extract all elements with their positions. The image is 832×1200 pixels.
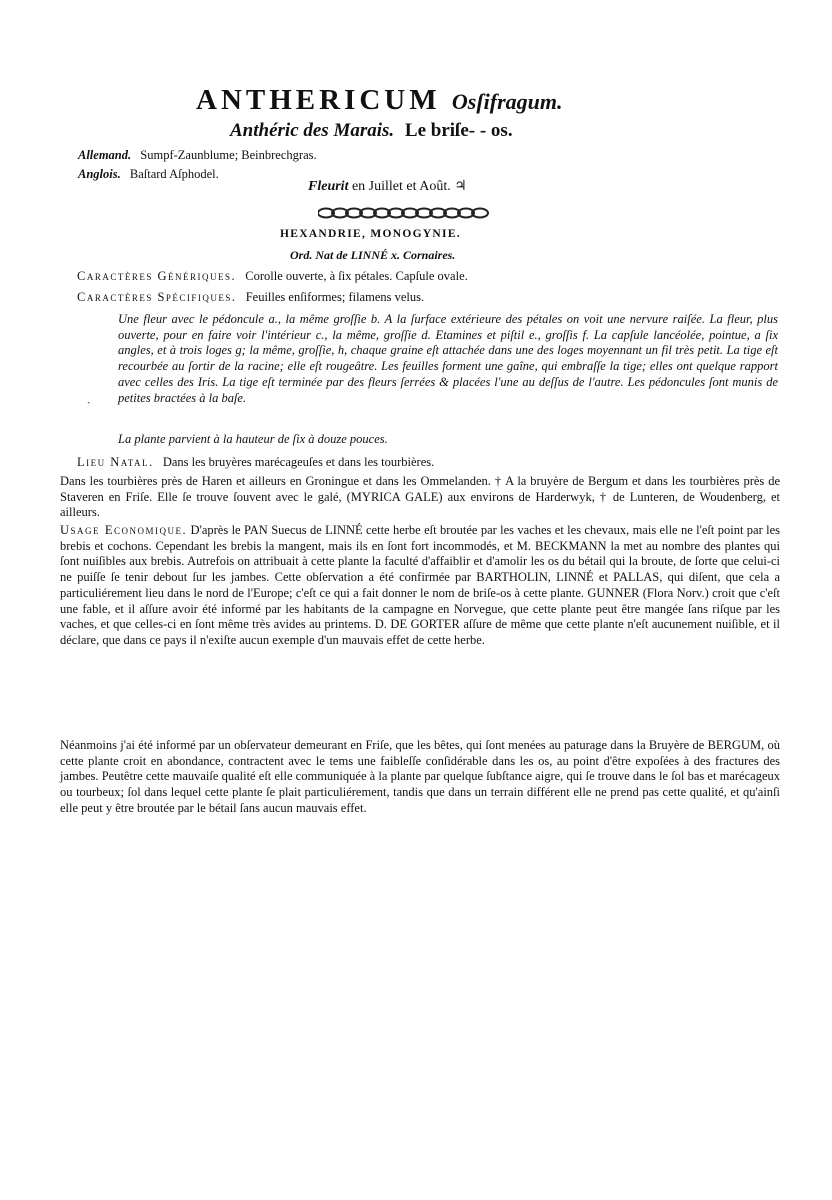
french-common-name: Le briſe- - os. xyxy=(404,120,513,141)
language-name: Sumpf-Zaunblume; Beinbrechgras. xyxy=(140,148,317,162)
specific-characters-label: Caractères Spécifiques. xyxy=(77,290,237,304)
plant-height: La plante parvient à la hauteur de ſix à douze pouces. xyxy=(118,432,388,446)
linnean-class: HEXANDRIE, MONOGYNIE. xyxy=(280,228,461,240)
neanmoins-paragraph: Néanmoins j'ai été informé par un obſervateur demeurant en Friſe, que les bêtes, qui ſont menées au paturage dans la Bruyère de BERGUM, où cette plante croit en abondance, contractent avec le tems une faibleſſe conſidérable dans les os, au point d'être expoſées à des fractures des jambes. Peutêtre cette mauvaiſe qualité eſt elle communiquée à la plante par quelque ſubſtance aigre, qui ſe trouve dans le ſol bas et marécageux ou tourbeux; ſol dans lequel cette plante ſe plait particuliérement, tandis que dans un terrain différent elle ne prend pas cette qualité, et qu'ainſi elle peut y être broutée par le bétail ſans aucun mauvais effet. xyxy=(60,738,780,815)
economic-use-label: Usage Economique. xyxy=(60,523,188,537)
genus-title xyxy=(196,84,563,117)
native-place-body: Dans les tourbières près de Haren et ailleurs en Groningue et dans les Ommelanden. † A la bruyère de Bergum et dans les tourbières près de Staveren en Friſe. Elle ſe trouve ſouvent avec le galé, (MYRICA GALE) aux environs de Harderwyk, † de Lunteren, de Woudenberg, et ailleurs. xyxy=(60,474,780,520)
natural-order: Ord. Nat de LINNÉ x. Cornaires. xyxy=(290,248,456,262)
species-name: Osſifragum. xyxy=(451,89,563,114)
genus-name: ANTHERICUM xyxy=(196,84,441,116)
french-name: Anthéric des Marais. xyxy=(230,120,395,141)
french-name-line xyxy=(230,120,513,142)
flowering-text: en Juillet et Août. xyxy=(351,179,451,194)
language-allemand xyxy=(78,148,317,163)
chain-ornament xyxy=(318,206,498,220)
generic-characters-label: Caractères Génériques. xyxy=(77,269,237,283)
flowering-line xyxy=(308,178,467,195)
native-place-label: Lieu Natal. xyxy=(77,455,154,469)
language-label: Allemand. xyxy=(78,148,132,162)
generic-characters-text: Corolle ouverte, à ſix pétales. Capſule ovale. xyxy=(245,269,468,283)
specific-characters-text: Feuilles enſiformes; filamens velus. xyxy=(245,290,425,304)
language-label: Anglois. xyxy=(78,167,121,181)
plate-description: Une fleur avec le pédoncule a., la même groſſie b. A la ſurface extérieure des pétales on voit une nervure raiſée. La fleur, plus ouverte, pour en faire voir l'intérieur c., la même, groſſie d. Etamines et piſtil e., groſſis f. La capſule lancéolée, pointue, a ſix angles, et à trois loges g; la même, groſſie, h, chaque graine eſt attachée dans une des loges moyennant un fil très petit. La tige eſt recourbée au ſortir de la racine; elle eſt rougeâtre. Les feuilles forment une gaîne, qui embraſſe la tige; elles ont quelque rapport avec celles des Iris. La tige eſt terminée par des fleurs ſerrées & placées l'une au deſſus de l'autre. Les pédoncules ſont munis de petites bractées à la baſe. xyxy=(118,312,778,405)
jupiter-symbol: ♃ xyxy=(454,179,467,194)
language-anglois xyxy=(78,167,219,182)
specific-characters xyxy=(77,290,424,305)
economic-use xyxy=(60,523,780,649)
native-place-line xyxy=(77,455,434,470)
native-place-intro: Dans les bruyères marécageuſes et dans les tourbières. xyxy=(162,455,435,469)
economic-use-body: D'après le PAN Suecus de LINNÉ cette herbe eſt broutée par les vaches et les chevaux, mais elle ne l'eſt point par les brebis et cochons. Cependant les brebis la mangent, mais ils en ſont fort incommodés, et M. BECKMANN la met au nombre des plantes qui ſont nuiſibles aux brebis. Autrefois on attribuait à cette plante la faculté d'affaiblir et d'amolir les os du bétail qui la broute, de ſorte que celui-ci ne puiſſe ſe tenir debout ſur les jambes. Cette obſervation a été confirmée par BARTHOLIN, LINNÉ et PALLAS, qui diſent, que cela a particuliérement lieu dans le nord de l'Europe; c'eſt ce qui a fait donner le nom de briſe-os à cette plante. GUNNER (Flora Norv.) croit que c'eſt une fable, et il aſſure avoir été informé par les habitants de la campagne en Norvegue, que cette plante peut être mangée ſans riſque par les vaches, et que celles-ci en ſont même très avides au printems. D. DE GORTER aſſure de même que cette plante n'eſt aucunement nuiſible, et il déclare, que dans ce pays il n'exiſte aucun exemple d'un mauvais effet de cette herbe. xyxy=(60,523,781,647)
generic-characters xyxy=(77,269,468,284)
language-name: Baſtard Aſphodel. xyxy=(129,167,219,181)
margin-mark: ˹ xyxy=(87,401,91,412)
flowering-label: Fleurit xyxy=(308,179,349,194)
